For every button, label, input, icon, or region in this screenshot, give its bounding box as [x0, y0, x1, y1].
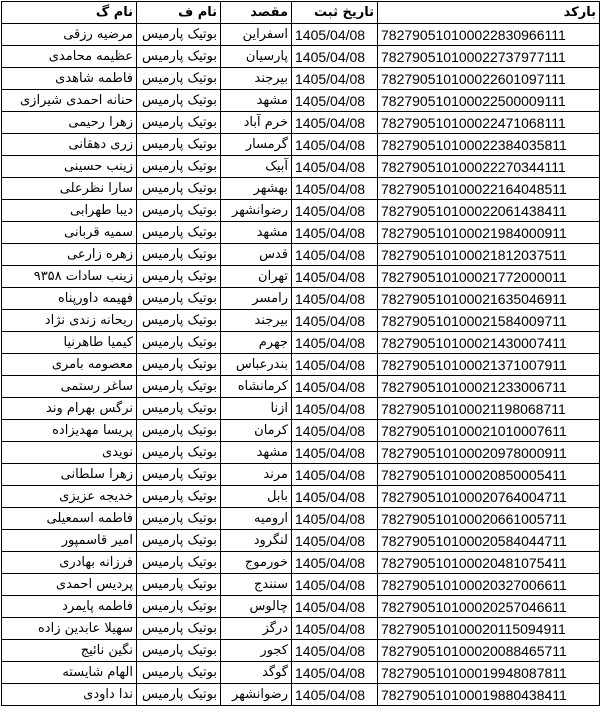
- cell-barcode: 782790510100021812037511: [378, 244, 600, 266]
- table-row: [2, 244, 600, 266]
- cell-receiver: کیمیا طاهرنیا: [2, 332, 137, 354]
- cell-receiver: زهره زارعی: [2, 244, 137, 266]
- cell-sender: بوتیک پارمیس: [137, 288, 221, 310]
- cell-receiver: ساغر رستمی: [2, 376, 137, 398]
- cell-destination: رضوانشهر: [221, 684, 292, 706]
- cell-date: 1405/04/08: [292, 530, 378, 552]
- cell-destination: لنگرود: [221, 530, 292, 552]
- cell-date: 1405/04/08: [292, 596, 378, 618]
- cell-sender: بوتیک پارمیس: [137, 244, 221, 266]
- cell-sender: بوتیک پارمیس: [137, 640, 221, 662]
- cell-sender: بوتیک پارمیس: [137, 222, 221, 244]
- cell-destination: کرمان: [221, 420, 292, 442]
- cell-receiver: سمیه قربانی: [2, 222, 137, 244]
- table-row: [2, 134, 600, 156]
- cell-date: 1405/04/08: [292, 112, 378, 134]
- cell-sender: بوتیک پارمیس: [137, 508, 221, 530]
- cell-barcode: 782790510100022830966111: [378, 24, 600, 46]
- cell-destination: کجور: [221, 640, 292, 662]
- cell-date: 1405/04/08: [292, 200, 378, 222]
- cell-destination: بهشهر: [221, 178, 292, 200]
- cell-barcode: 782790510100020115094911: [378, 618, 600, 640]
- table-row: [2, 486, 600, 508]
- cell-date: 1405/04/08: [292, 662, 378, 684]
- header-barcode: بارکد: [378, 2, 600, 24]
- cell-receiver: معصومه بامری: [2, 354, 137, 376]
- cell-destination: ازنا: [221, 398, 292, 420]
- cell-barcode: 782790510100021584009711: [378, 310, 600, 332]
- cell-destination: گوگد: [221, 662, 292, 684]
- cell-date: 1405/04/08: [292, 354, 378, 376]
- cell-barcode: 782790510100020584044711: [378, 530, 600, 552]
- cell-barcode: 782790510100020327006611: [378, 574, 600, 596]
- cell-date: 1405/04/08: [292, 684, 378, 706]
- cell-destination: جهرم: [221, 332, 292, 354]
- cell-barcode: 782790510100022164048511: [378, 178, 600, 200]
- cell-sender: بوتیک پارمیس: [137, 332, 221, 354]
- header-sender: نام ف: [137, 2, 221, 24]
- cell-date: 1405/04/08: [292, 244, 378, 266]
- cell-receiver: فاطمه شاهدی: [2, 68, 137, 90]
- cell-destination: پارسیان: [221, 46, 292, 68]
- cell-destination: خورموج: [221, 552, 292, 574]
- cell-receiver: مرضیه رزقی: [2, 24, 137, 46]
- cell-barcode: 782790510100020661005711: [378, 508, 600, 530]
- header-row: [2, 2, 600, 24]
- cell-barcode: 782790510100020481075411: [378, 552, 600, 574]
- cell-sender: بوتیک پارمیس: [137, 266, 221, 288]
- cell-sender: بوتیک پارمیس: [137, 354, 221, 376]
- cell-date: 1405/04/08: [292, 442, 378, 464]
- cell-destination: رضوانشهر: [221, 200, 292, 222]
- table-row: [2, 552, 600, 574]
- cell-receiver: نویدی: [2, 442, 137, 464]
- cell-receiver: فاطمه اسمعیلی: [2, 508, 137, 530]
- cell-destination: بابل: [221, 486, 292, 508]
- cell-receiver: امیر قاسمپور: [2, 530, 137, 552]
- cell-barcode: 782790510100019880438411: [378, 684, 600, 706]
- cell-date: 1405/04/08: [292, 90, 378, 112]
- cell-sender: بوتیک پارمیس: [137, 684, 221, 706]
- cell-date: 1405/04/08: [292, 68, 378, 90]
- cell-sender: بوتیک پارمیس: [137, 530, 221, 552]
- cell-barcode: 782790510100020850005411: [378, 464, 600, 486]
- table-row: [2, 662, 600, 684]
- cell-receiver: ریحانه زندی نژاد: [2, 310, 137, 332]
- cell-destination: چالوس: [221, 596, 292, 618]
- table-row: [2, 376, 600, 398]
- table-row: [2, 354, 600, 376]
- cell-destination: مشهد: [221, 442, 292, 464]
- cell-receiver: حنانه احمدی شیرازی: [2, 90, 137, 112]
- cell-destination: تهران: [221, 266, 292, 288]
- cell-sender: بوتیک پارمیس: [137, 68, 221, 90]
- cell-destination: بیرجند: [221, 68, 292, 90]
- cell-receiver: عظیمه محامدی: [2, 46, 137, 68]
- cell-barcode: 782790510100022270344111: [378, 156, 600, 178]
- cell-sender: بوتیک پارمیس: [137, 420, 221, 442]
- cell-barcode: 782790510100021772000011: [378, 266, 600, 288]
- cell-sender: بوتیک پارمیس: [137, 618, 221, 640]
- cell-date: 1405/04/08: [292, 640, 378, 662]
- cell-sender: بوتیک پارمیس: [137, 46, 221, 68]
- cell-barcode: 782790510100022384035811: [378, 134, 600, 156]
- cell-date: 1405/04/08: [292, 486, 378, 508]
- cell-sender: بوتیک پارمیس: [137, 662, 221, 684]
- table-row: [2, 398, 600, 420]
- cell-date: 1405/04/08: [292, 178, 378, 200]
- cell-receiver: نگین نائیج: [2, 640, 137, 662]
- cell-sender: بوتیک پارمیس: [137, 552, 221, 574]
- cell-date: 1405/04/08: [292, 46, 378, 68]
- cell-destination: مرند: [221, 464, 292, 486]
- cell-sender: بوتیک پارمیس: [137, 112, 221, 134]
- cell-date: 1405/04/08: [292, 24, 378, 46]
- cell-destination: مشهد: [221, 222, 292, 244]
- cell-receiver: زری دهقانی: [2, 134, 137, 156]
- cell-date: 1405/04/08: [292, 222, 378, 244]
- cell-barcode: 782790510100021430007411: [378, 332, 600, 354]
- cell-date: 1405/04/08: [292, 134, 378, 156]
- cell-receiver: سهیلا عابدین زاده: [2, 618, 137, 640]
- cell-receiver: زهرا رحیمی: [2, 112, 137, 134]
- cell-destination: ارومیه: [221, 508, 292, 530]
- cell-sender: بوتیک پارمیس: [137, 376, 221, 398]
- cell-barcode: 782790510100020764004711: [378, 486, 600, 508]
- cell-receiver: زینب حسینی: [2, 156, 137, 178]
- cell-receiver: زینب سادات ۹۳۵۸: [2, 266, 137, 288]
- cell-sender: بوتیک پارمیس: [137, 574, 221, 596]
- cell-receiver: فهیمه داورپناه: [2, 288, 137, 310]
- cell-receiver: پردیس احمدی: [2, 574, 137, 596]
- cell-barcode: 782790510100020978000911: [378, 442, 600, 464]
- table-row: [2, 24, 600, 46]
- table-row: [2, 684, 600, 706]
- table-row: [2, 464, 600, 486]
- cell-date: 1405/04/08: [292, 552, 378, 574]
- cell-receiver: نرگس بهرام وند: [2, 398, 137, 420]
- cell-barcode: 782790510100021635046911: [378, 288, 600, 310]
- table-row: [2, 508, 600, 530]
- table-row: [2, 640, 600, 662]
- cell-date: 1405/04/08: [292, 618, 378, 640]
- table-row: [2, 266, 600, 288]
- cell-destination: آبیک: [221, 156, 292, 178]
- cell-destination: رامسر: [221, 288, 292, 310]
- cell-barcode: 782790510100020257046611: [378, 596, 600, 618]
- cell-receiver: الهام شایسته: [2, 662, 137, 684]
- cell-sender: بوتیک پارمیس: [137, 24, 221, 46]
- cell-destination: بیرجند: [221, 310, 292, 332]
- cell-date: 1405/04/08: [292, 332, 378, 354]
- cell-destination: سنندج: [221, 574, 292, 596]
- table-row: [2, 90, 600, 112]
- cell-sender: بوتیک پارمیس: [137, 486, 221, 508]
- table-row: [2, 46, 600, 68]
- cell-receiver: فاطمه پایمرد: [2, 596, 137, 618]
- shipments-table: [1, 1, 600, 706]
- cell-sender: بوتیک پارمیس: [137, 134, 221, 156]
- cell-sender: بوتیک پارمیس: [137, 464, 221, 486]
- cell-sender: بوتیک پارمیس: [137, 156, 221, 178]
- cell-barcode: 782790510100021010007611: [378, 420, 600, 442]
- cell-destination: اسفراین: [221, 24, 292, 46]
- cell-barcode: 782790510100021198068711: [378, 398, 600, 420]
- cell-sender: بوتیک پارمیس: [137, 310, 221, 332]
- table-row: [2, 310, 600, 332]
- cell-barcode: 782790510100022061438411: [378, 200, 600, 222]
- cell-barcode: 782790510100021233006711: [378, 376, 600, 398]
- table-row: [2, 112, 600, 134]
- cell-date: 1405/04/08: [292, 464, 378, 486]
- cell-destination: قدس: [221, 244, 292, 266]
- cell-sender: بوتیک پارمیس: [137, 178, 221, 200]
- cell-date: 1405/04/08: [292, 310, 378, 332]
- cell-receiver: دیبا طهرابی: [2, 200, 137, 222]
- cell-date: 1405/04/08: [292, 420, 378, 442]
- cell-date: 1405/04/08: [292, 156, 378, 178]
- cell-destination: درگز: [221, 618, 292, 640]
- table-row: [2, 200, 600, 222]
- cell-sender: بوتیک پارمیس: [137, 596, 221, 618]
- cell-destination: خرم آباد: [221, 112, 292, 134]
- cell-sender: بوتیک پارمیس: [137, 90, 221, 112]
- table-row: [2, 332, 600, 354]
- header-date: تاریخ ثبت: [292, 2, 378, 24]
- cell-barcode: 782790510100022737977111: [378, 46, 600, 68]
- table-row: [2, 178, 600, 200]
- cell-receiver: ندا داودی: [2, 684, 137, 706]
- cell-sender: بوتیک پارمیس: [137, 442, 221, 464]
- table-row: [2, 574, 600, 596]
- cell-receiver: خدیجه عزیزی: [2, 486, 137, 508]
- cell-receiver: سارا نظرعلی: [2, 178, 137, 200]
- cell-barcode: 782790510100022601097111: [378, 68, 600, 90]
- table-row: [2, 442, 600, 464]
- cell-barcode: 782790510100020088465711: [378, 640, 600, 662]
- table-row: [2, 420, 600, 442]
- cell-sender: بوتیک پارمیس: [137, 200, 221, 222]
- table-row: [2, 288, 600, 310]
- cell-barcode: 782790510100021371007911: [378, 354, 600, 376]
- table-row: [2, 156, 600, 178]
- cell-date: 1405/04/08: [292, 288, 378, 310]
- table-row: [2, 530, 600, 552]
- cell-destination: مشهد: [221, 90, 292, 112]
- cell-receiver: زهرا سلطانی: [2, 464, 137, 486]
- cell-date: 1405/04/08: [292, 508, 378, 530]
- table-row: [2, 618, 600, 640]
- cell-date: 1405/04/08: [292, 266, 378, 288]
- cell-receiver: فرزانه بهادری: [2, 552, 137, 574]
- header-receiver: نام گ: [2, 2, 137, 24]
- header-destination: مقصد: [221, 2, 292, 24]
- table-row: [2, 68, 600, 90]
- cell-date: 1405/04/08: [292, 574, 378, 596]
- cell-barcode: 782790510100019948087811: [378, 662, 600, 684]
- cell-barcode: 782790510100022471068111: [378, 112, 600, 134]
- table-row: [2, 596, 600, 618]
- cell-sender: بوتیک پارمیس: [137, 398, 221, 420]
- cell-barcode: 782790510100022500009111: [378, 90, 600, 112]
- cell-date: 1405/04/08: [292, 376, 378, 398]
- cell-destination: کرمانشاه: [221, 376, 292, 398]
- cell-destination: گرمسار: [221, 134, 292, 156]
- cell-barcode: 782790510100021984000911: [378, 222, 600, 244]
- cell-date: 1405/04/08: [292, 398, 378, 420]
- table-row: [2, 222, 600, 244]
- cell-destination: بندرعباس: [221, 354, 292, 376]
- cell-receiver: پریسا مهدیزاده: [2, 420, 137, 442]
